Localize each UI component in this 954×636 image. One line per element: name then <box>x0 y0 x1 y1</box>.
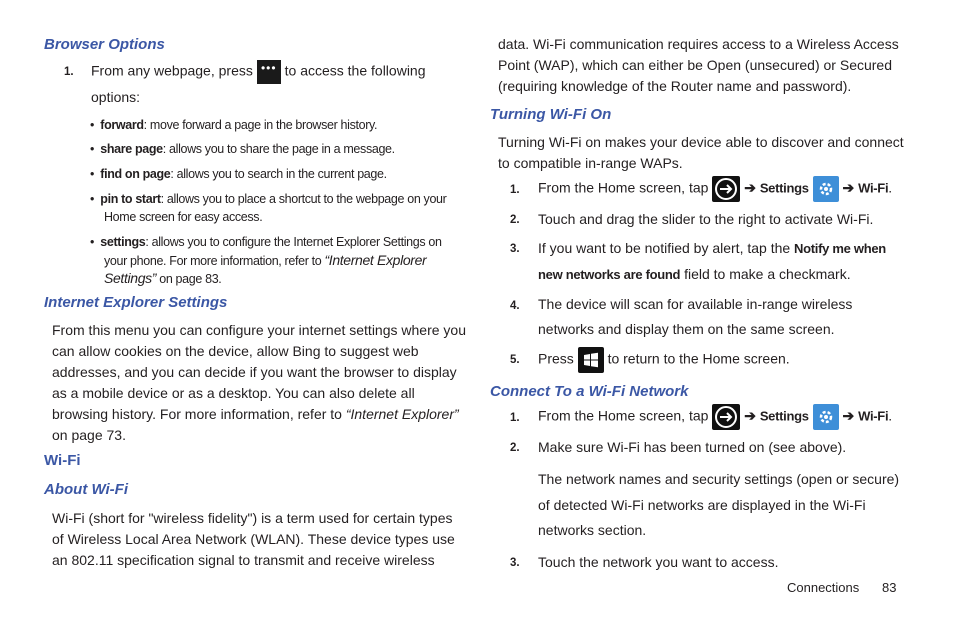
step-number: 1. <box>510 412 520 424</box>
step-text: field to make a checkmark. <box>680 266 851 282</box>
paragraph-line: an 802.11 specification signal to transmit and receive wireless <box>52 552 435 568</box>
turning-step4-cont: networks and display them on the same screen. <box>538 321 835 337</box>
step-text: From the Home screen, tap <box>538 407 709 424</box>
connect-step3: Touch the network you want to access. <box>538 554 779 570</box>
connect-step2: Make sure Wi-Fi has been turned on (see above). <box>538 439 847 455</box>
list-item: • forward: move forward a page in the browser history. <box>90 118 378 132</box>
turning-step1 <box>538 176 892 202</box>
step-number: 2. <box>510 442 520 454</box>
paragraph-line: The network names and security settings (open or secure) <box>538 471 900 487</box>
ie-settings-body <box>52 320 466 446</box>
paragraph-line: of detected Wi-Fi networks are displayed in the Wi-Fi <box>538 496 866 513</box>
forward-arrow-icon <box>712 404 740 430</box>
windows-start-icon <box>578 347 604 373</box>
turning-step2: Touch and drag the slider to the right to activate Wi-Fi. <box>538 211 874 227</box>
step-text: Press <box>538 350 574 367</box>
turning-wifi-on-intro <box>498 132 904 174</box>
step-number: 5. <box>510 354 520 366</box>
wifi-label: Wi-Fi <box>858 180 889 196</box>
bullet-text: : allows you to share the page in a message. <box>162 142 395 156</box>
footer-section: Connections <box>787 580 860 595</box>
settings-gear-icon <box>813 176 839 202</box>
paragraph-line: browsing history. For more information, refer to “Internet Explorer” <box>52 406 459 422</box>
bullet-term: forward <box>100 118 144 132</box>
wifi-heading: Wi-Fi <box>44 452 81 469</box>
turning-step3 <box>538 238 886 259</box>
bullet-text: Home screen for easy access. <box>104 210 263 224</box>
turning-wifi-on-heading: Turning Wi-Fi On <box>490 106 612 123</box>
wifi-continued-body <box>498 34 899 97</box>
arrow-separator: ➔ <box>744 407 756 424</box>
paragraph-line: Wi-Fi (short for "wireless fidelity") is a term used for certain types <box>52 510 453 526</box>
paragraph-line: as a mobile device or as a desktop. You can also delete all <box>52 385 415 401</box>
connect-step1 <box>538 404 892 430</box>
paragraph-line: of Wireless Local Area Network (WLAN). These device types use <box>52 531 455 547</box>
step-number: 2. <box>510 214 520 226</box>
arrow-separator: ➔ <box>744 179 756 196</box>
wifi-label: Wi-Fi <box>858 408 889 424</box>
bullet-term: share page <box>100 142 163 156</box>
browser-step1 <box>91 60 426 84</box>
browser-options-heading: Browser Options <box>44 36 165 53</box>
connect-wifi-heading: Connect To a Wi-Fi Network <box>490 383 689 400</box>
more-dots-icon: ••• <box>257 60 281 84</box>
paragraph-line: addresses, and you can decide if you want the browser to display <box>52 364 457 380</box>
paragraph-line: Point (WAP), which can either be Open (unsecured) or Secured <box>498 57 893 73</box>
paragraph-line: data. Wi-Fi communication requires access to a Wireless Access <box>498 36 899 52</box>
paragraph-line: on page 73. <box>52 427 126 443</box>
punctuation: . <box>888 179 893 196</box>
list-item: • share page: allows you to share the page in a message. <box>90 142 395 156</box>
bullet-term: pin to start <box>100 192 161 206</box>
ie-settings-heading: Internet Explorer Settings <box>44 294 228 311</box>
arrow-separator: ➔ <box>842 179 855 196</box>
bullet-text: : allows you to search in the current page. <box>170 167 387 181</box>
bullet-text: : allows you to configure the Internet Explorer Settings on <box>145 235 442 249</box>
about-wifi-heading: About Wi-Fi <box>44 481 129 498</box>
paragraph-line: networks section. <box>538 522 647 538</box>
paragraph-line: to compatible in-range WAPs. <box>498 155 683 171</box>
settings-label: Settings <box>759 180 809 196</box>
browser-step1-cont: options: <box>91 89 141 105</box>
step-number: 3. <box>510 557 520 569</box>
settings-gear-icon <box>813 404 839 430</box>
turning-step4: The device will scan for available in-range wireless <box>538 296 853 312</box>
turning-step5 <box>538 347 790 373</box>
list-item: • pin to start: allows you to place a shortcut to the webpage on your <box>90 192 447 206</box>
step-text: to return to the Home screen. <box>607 350 790 367</box>
paragraph-line: (requiring knowledge of the Router name and password). <box>498 78 852 94</box>
bullet-text: your phone. For more information, refer to <box>104 254 325 268</box>
about-wifi-body <box>52 508 455 571</box>
settings-label: Settings <box>759 408 809 424</box>
bullet-text: on page 83. <box>156 272 222 286</box>
paragraph-line: Turning Wi-Fi on makes your device able to discover and connect <box>498 134 904 150</box>
notify-option-label: Notify me when <box>794 241 886 256</box>
bullet-text: : allows you to place a shortcut to the webpage on your <box>160 192 447 206</box>
paragraph-line: From this menu you can configure your internet settings where you <box>52 322 466 338</box>
step-number: 1. <box>510 184 520 196</box>
arrow-separator: ➔ <box>842 407 855 424</box>
list-item: • find on page: allows you to search in the current page. <box>90 167 387 181</box>
step-text: From the Home screen, tap <box>538 179 709 196</box>
step-number: 4. <box>510 300 520 312</box>
bullet-term: settings <box>100 235 146 249</box>
bullet-text: : move forward a page in the browser history. <box>143 118 378 132</box>
connect-step2-note <box>538 467 899 544</box>
step-number: 3. <box>510 243 520 255</box>
page-number: 83 <box>882 580 897 595</box>
bullet-text <box>104 269 221 288</box>
cross-reference[interactable]: “Internet Explorer <box>324 252 427 268</box>
step-number: 1. <box>64 66 74 78</box>
bullet-text <box>104 251 426 270</box>
bullet-term: find on page <box>100 167 171 181</box>
forward-arrow-icon <box>712 176 740 202</box>
paragraph-line: can allow cookies on the device, allow Bing to suggest web <box>52 343 419 359</box>
step-text: If you want to be notified by alert, tap the <box>538 240 795 256</box>
punctuation: . <box>888 407 893 424</box>
list-item: • settings: allows you to configure the Internet Explorer Settings on <box>90 235 442 249</box>
turning-step3-cont <box>538 264 851 285</box>
step-text: to access the following <box>284 62 426 79</box>
cross-reference[interactable]: “Internet Explorer” <box>345 406 459 422</box>
cross-reference[interactable]: Settings” <box>104 270 157 286</box>
step-text: From any webpage, press <box>91 62 253 79</box>
notify-option-label: new networks are found <box>538 267 681 282</box>
